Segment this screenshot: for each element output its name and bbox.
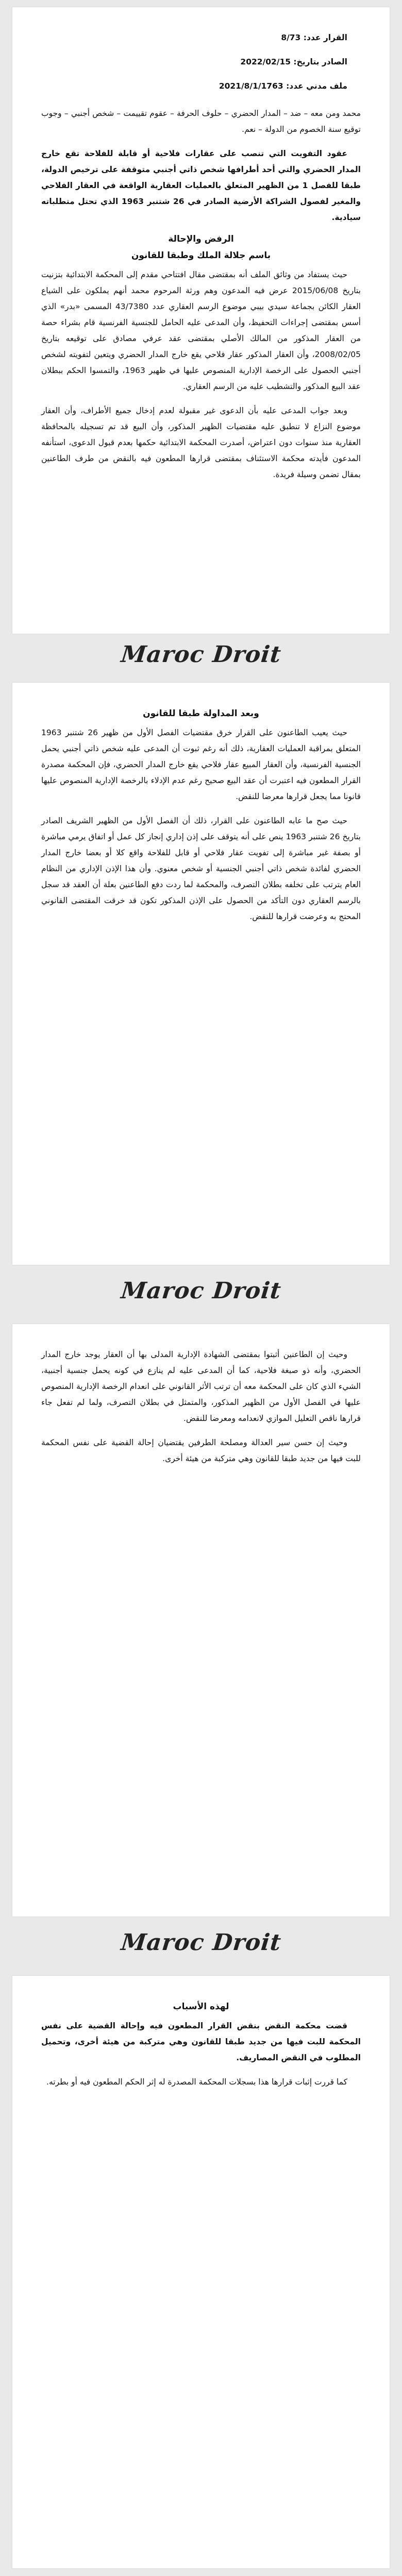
section-title-rejection: الرفض والإحالة	[168, 234, 234, 244]
document-page-4	[12, 1976, 390, 2568]
file-number: ملف مدني عدد: 2021/8/1/1763	[219, 81, 347, 91]
paragraph: كما قررت إثبات قرارها هذا بسجلات المحكمة المصدرة له إثر الحكم المطعون فيه أو بطرته.	[46, 2077, 347, 2087]
section-title-reasons: وبعد المداولة طبقا للقانون	[143, 708, 259, 719]
case-summary: عقود التفويت التي تنصب على عقارات فلاحية أو قابلة للفلاحة تقع خارج المدار الحضري والتي أحد أطرافها شخص ذاتي أجنبي متوقفة على ترخيص الدولة، طبقا للفصل 1 من الظهير المتعلق بالعمليات العقارية الواقعة في العقار الفلاحي والمغير لفصول الشراكة الأرضية الصادر في 26 شتنبر 1963 الذي تحتل متطلباته سيادية.	[41, 149, 361, 222]
paragraph: وحيث إن الطاعنين أثبتوا بمقتضى الشهادة الإدارية المدلى بها أن العقار يوجد خارج المدار الحضري، وأنه ذو صبغة فلاحية، كما أن المدعى عليه لم ينازع في كونه يحمل جنسية أجنبية، الشيء الذي كان على المحكمة معه أن ترتب الأثر القانوني على انعدام الرخصة الإدارية المنصوص عليها في الفصل الأول من الظهير المذكور، والمتمثل في بطلان التصرف، ولما لم تفعل جاء قرارها ناقص التعليل الموازي لانعدامه ومعرضا للنقض.	[41, 1350, 361, 1423]
watermark-logo: Maroc Droit	[120, 641, 282, 668]
document-page-3	[12, 1324, 390, 1917]
paragraph: وحيث إن حسن سير العدالة ومصلحة الطرفين يقتضيان إحالة القضية على نفس المحكمة للبت فيها من جديد طبقا للقانون وهي متركبة من هيئة أخرى.	[41, 1438, 361, 1463]
decision-number: القرار عدد: 8/73	[281, 33, 347, 42]
case-keywords: محمد ومن معه – ضد – المدار الحضري – حلوف الحرفة – عقوم تقييمت – شخص أجنبي – وجوب توقيع سنة الخصوم من الدولة – نعم.	[41, 109, 361, 134]
watermark-logo: Maroc Droit	[120, 1929, 282, 1956]
paragraph: حيث يستفاد من وثائق الملف أنه بمقتضى مقال افتتاحي مقدم إلى المحكمة الابتدائية بتزنيت بتاريخ 2015/06/08 عرض فيه المدعون وهم ورثة المرحوم محمد أنهم يملكون على الشياع العقار الكائن بجماعة سيدي بيبي موضوع الرسم العقاري عدد 43/7380 المسمى «بدر» الذي أسس بمقتضى إجراءات التحفيظ، وأن المدعى عليه الحامل للجنسية الفرنسية قام بشراء حصة من العقار المذكور من المالك الأصلي بمقتضى عقد عرفي مصادق على توقيعه بتاريخ 2008/02/05، وأن العقار المذكور عقار فلاحي يقع خارج المدار الحضري ويتعين لتفويته لشخص أجنبي الحصول على الرخصة الإدارية المنصوص عليها في ظهير 1963، والتمسوا الحكم ببطلان عقد البيع المذكور والتشطيب عليه من الرسم العقاري.	[41, 270, 361, 391]
paragraph: قضت محكمة النقض بنقض القرار المطعون فيه وإحالة القضية على نفس المحكمة للبت فيها من جديد طبقا للقانون وهي متركبة من هيئة أخرى، وتحميل المطلوب في النقض المصاريف.	[41, 2021, 361, 2062]
paragraph: وبعد جواب المدعى عليه بأن الدعوى غير مقبولة لعدم إدخال جميع الأطراف، وأن العقار موضوع النزاع لا تنطبق عليه مقتضيات الظهير المذكور، وأن البيع قد تم تسجيله بالمحافظة العقارية منذ سنوات دون اعتراض، أصدرت المحكمة الابتدائية حكمها بعدم قبول الدعوى، استأنفه المدعون فأيدته محكمة الاستئناف بمقتضى قرارها المطعون فيه بالنقض من طرف الطاعنين بمقال تضمن وسيلة فريدة.	[41, 406, 361, 479]
section-title-royal: باسم جلالة الملك وطبقا للقانون	[131, 250, 271, 261]
paragraph: حيث صح ما عابه الطاعنون على القرار، ذلك أن الفصل الأول من الظهير الشريف الصادر بتاريخ 26 شتنبر 1963 ينص على أنه يتوقف على إذن إداري إنجاز كل عمل أو اتفاق يرمي مباشرة أو بصفة غير مباشرة إلى تفويت عقار فلاحي أو قابل للفلاحة واقع كلا أو بعضا خارج المدار الحضري لفائدة شخص ذاتي أجنبي الجنسية أو شخص معنوي. وأن هذا الإذن الإداري من النظام العام يترتب على تخلفه بطلان التصرف، والمحكمة لما ردت دفع الطاعنين بعلة أن العقد قد سجل بالرسم العقاري دون التأكد من الحصول على الإذن المذكور تكون قد خرقت المقتضى القانوني المحتج به وعرضت قرارها للنقض.	[41, 816, 361, 921]
document-page-1	[12, 7, 390, 634]
watermark-logo: Maroc Droit	[120, 1278, 282, 1304]
paragraph: حيث يعيب الطاعنون على القرار خرق مقتضيات الفصل الأول من ظهير 26 شتنبر 1963 المتعلق بمراقبة العمليات العقارية، ذلك أنه رغم ثبوت أن المدعى عليه شخص ذاتي أجنبي يحمل الجنسية الفرنسية، وأن العقار المبيع عقار فلاحي يقع خارج المدار الحضري، فإن المحكمة مصدرة القرار المطعون فيه اعتبرت أن عقد البيع صحيح رغم عدم الإدلاء بالرخصة الإدارية المنصوص عليها قانونا مما يجعل قرارها معرضا للنقض.	[41, 728, 361, 801]
document-page-2	[12, 683, 390, 1265]
decision-header	[41, 30, 361, 94]
section-title-disposition: لهذه الأسباب	[173, 2002, 229, 2012]
issued-date: الصادر بتاريخ: 2022/02/15	[240, 57, 347, 66]
